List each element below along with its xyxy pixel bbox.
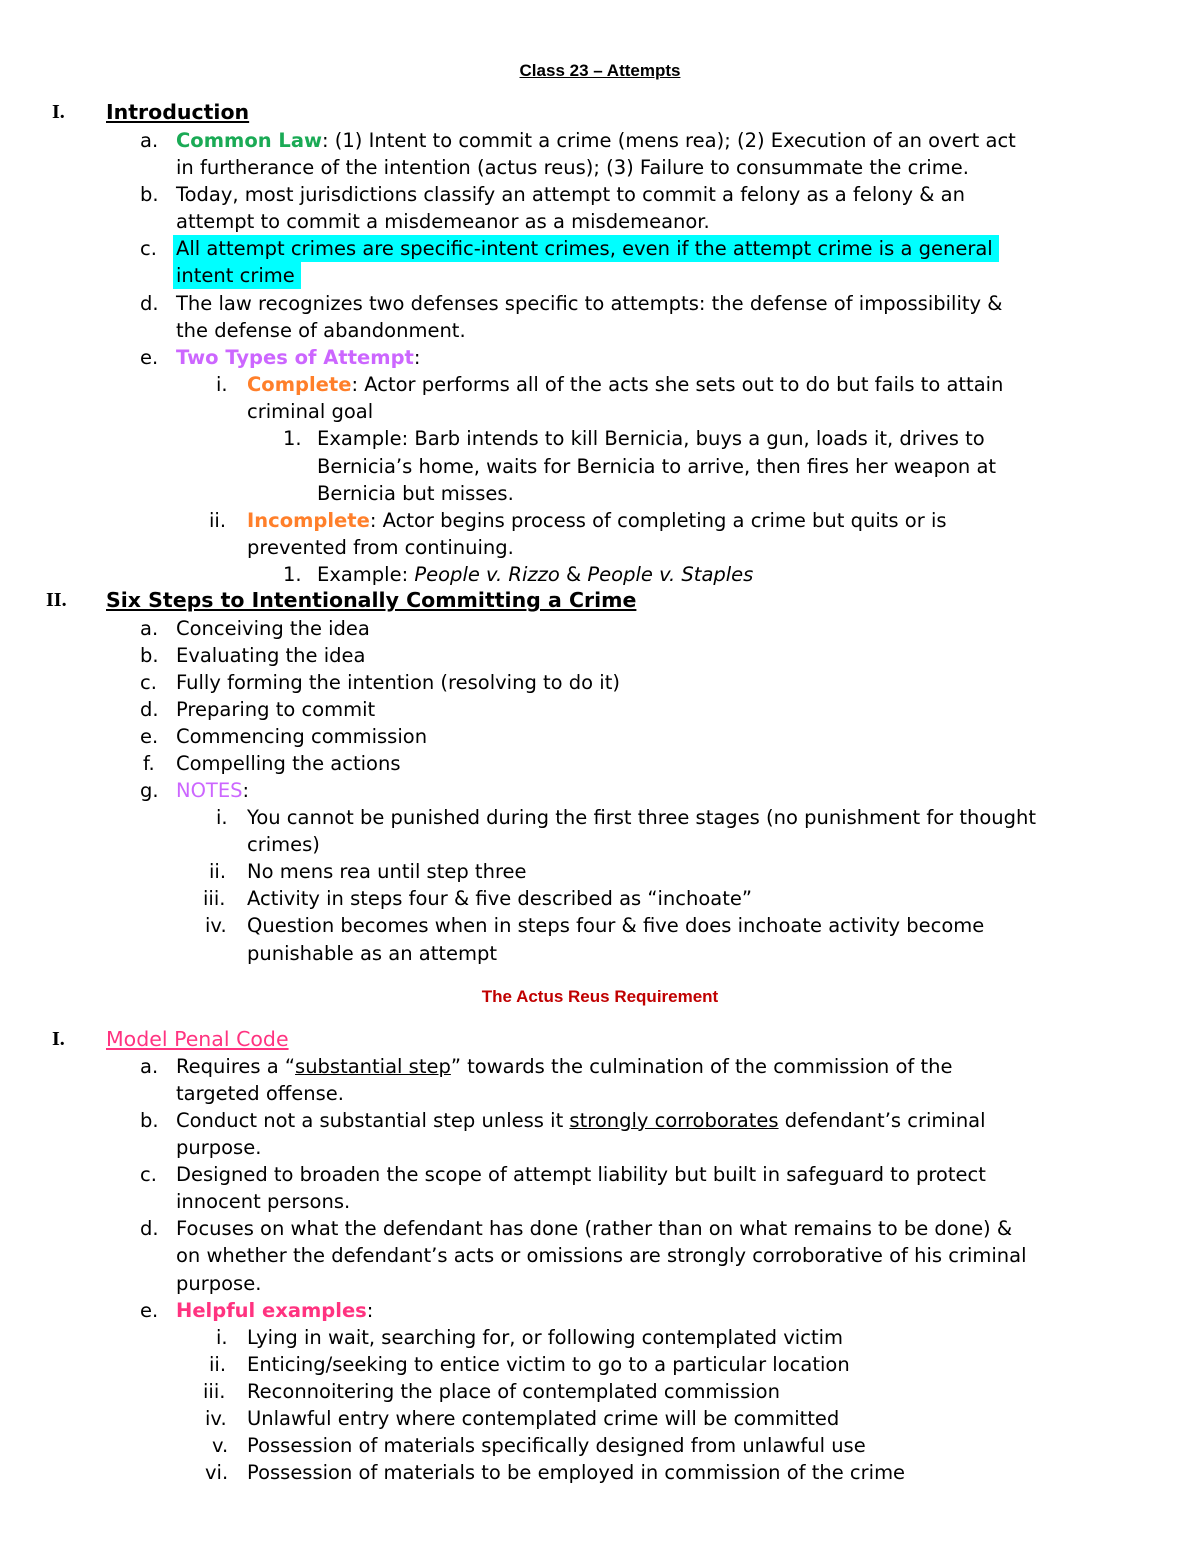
underlined-term: strongly corroborates — [569, 1109, 779, 1132]
case-name: People v. Staples — [587, 563, 754, 586]
sub-list-item: iv. Unlawful entry where contemplated crime will be committed — [205, 1407, 840, 1430]
numbered-item: 1. Example: People v. Rizzo & People v. Staples — [283, 563, 754, 586]
numbered-item: 1. Example: Barb intends to kill Bernicia, buys a gun, loads it, drives to — [283, 427, 985, 450]
highlighted-text: All attempt crimes are specific-intent crimes, even if the attempt crime is a general — [173, 235, 999, 262]
list-item: b. Today, most jurisdictions classify an attempt to commit a felony as a felony & an — [140, 183, 965, 206]
sub-list-item-continuation: prevented from continuing. — [247, 536, 514, 559]
sub-list-item: ii. No mens rea until step three — [209, 860, 527, 883]
sub-list-item: i. Complete: Actor performs all of the acts she sets out to do but fails to attain — [216, 373, 1004, 396]
list-item: g. NOTES: — [140, 779, 250, 802]
list-item: a. Requires a “substantial step” towards the culmination of the commission of the — [140, 1055, 953, 1078]
list-item-continuation: on whether the defendant’s acts or omissions are strongly corroborative of his criminal — [176, 1244, 1027, 1267]
section-1-heading-line — [0, 99, 1200, 126]
list-item-continuation: targeted offense. — [176, 1082, 344, 1105]
roman-numeral: II. — [46, 589, 67, 611]
section-heading: Six Steps to Intentionally Committing a Crime — [106, 588, 637, 612]
sub-list-item-continuation: crimes) — [247, 833, 320, 856]
list-item-continuation: innocent persons. — [176, 1190, 351, 1213]
list-item-continuation: attempt to commit a misdemeanor as a misdemeanor. — [176, 210, 710, 233]
numbered-item-continuation: Bernicia but misses. — [317, 482, 514, 505]
list-item: b. Conduct not a substantial step unless it strongly corroborates defendant’s criminal — [140, 1109, 986, 1132]
list-item: d. Focuses on what the defendant has done (rather than on what remains to be done) & — [140, 1217, 1013, 1240]
list-item-continuation: the defense of abandonment. — [176, 319, 466, 342]
list-item: a. Common Law: (1) Intent to commit a crime (mens rea); (2) Execution of an overt act — [140, 129, 1016, 152]
section-heading: Introduction — [106, 100, 250, 124]
roman-numeral: I. — [52, 101, 65, 123]
page-title: Class 23 – Attempts — [519, 61, 681, 80]
term-label: Complete — [247, 373, 352, 396]
list-item-continuation: purpose. — [176, 1272, 262, 1295]
list-item-highlighted: c. All attempt crimes are specific-intent crimes, even if the attempt crime is a general — [0, 235, 1200, 262]
sub-list-item: iii. Reconnoitering the place of contemplated commission — [203, 1380, 780, 1403]
term-label: Helpful examples — [176, 1299, 367, 1322]
underlined-term: substantial step — [295, 1055, 451, 1078]
sub-list-item: vi. Possession of materials to be employed in commission of the crime — [205, 1461, 906, 1484]
section-heading: Model Penal Code — [106, 1027, 289, 1051]
list-item: e. Two Types of Attempt: — [140, 346, 421, 369]
list-item: c. Designed to broaden the scope of attempt liability but built in safeguard to protect — [140, 1163, 986, 1186]
list-item: f. Compelling the actions — [143, 752, 401, 775]
numbered-item-continuation: Bernicia’s home, waits for Bernicia to arrive, then fires her weapon at — [317, 455, 997, 478]
list-item: d. Preparing to commit — [140, 698, 376, 721]
term-label: Common Law — [176, 129, 323, 152]
sub-list-item-continuation: punishable as an attempt — [247, 942, 498, 965]
sub-list-item: iv. Question becomes when in steps four & five does inchoate activity become — [205, 914, 985, 937]
roman-numeral: I. — [52, 1028, 65, 1050]
list-item-continuation: purpose. — [176, 1136, 262, 1159]
sub-list-item: i. You cannot be punished during the first three stages (no punishment for thought — [216, 806, 1037, 829]
sub-list-item: i. Lying in wait, searching for, or following contemplated victim — [216, 1326, 843, 1349]
sub-list-item: ii. Incomplete: Actor begins process of completing a crime but quits or is — [209, 509, 947, 532]
case-name: People v. Rizzo — [414, 563, 560, 586]
list-item: a. Conceiving the idea — [140, 617, 370, 640]
list-item: d. The law recognizes two defenses specific to attempts: the defense of impossibility & — [140, 292, 1003, 315]
term-label: NOTES — [176, 779, 243, 802]
sub-list-item-continuation: criminal goal — [247, 400, 374, 423]
sub-list-item: v. Possession of materials specifically designed from unlawful use — [212, 1434, 866, 1457]
sub-list-item: ii. Enticing/seeking to entice victim to go to a particular location — [209, 1353, 850, 1376]
list-item: e. Commencing commission — [140, 725, 428, 748]
highlighted-text: intent crime — [173, 262, 301, 289]
term-label: Incomplete — [247, 509, 370, 532]
term-label: Two Types of Attempt — [176, 346, 414, 369]
section-subtitle: The Actus Reus Requirement — [481, 987, 719, 1006]
list-item: e. Helpful examples: — [140, 1299, 374, 1322]
list-item: b. Evaluating the idea — [140, 644, 366, 667]
list-item-continuation: in furtherance of the intention (actus reus); (3) Failure to consummate the crime. — [176, 156, 969, 179]
list-item-continuation — [0, 262, 1200, 289]
section-2-heading-line — [0, 587, 1200, 614]
section-3-heading-line — [0, 1026, 1200, 1053]
sub-list-item: iii. Activity in steps four & five described as “inchoate” — [203, 887, 752, 910]
list-item: c. Fully forming the intention (resolving to do it) — [140, 671, 620, 694]
